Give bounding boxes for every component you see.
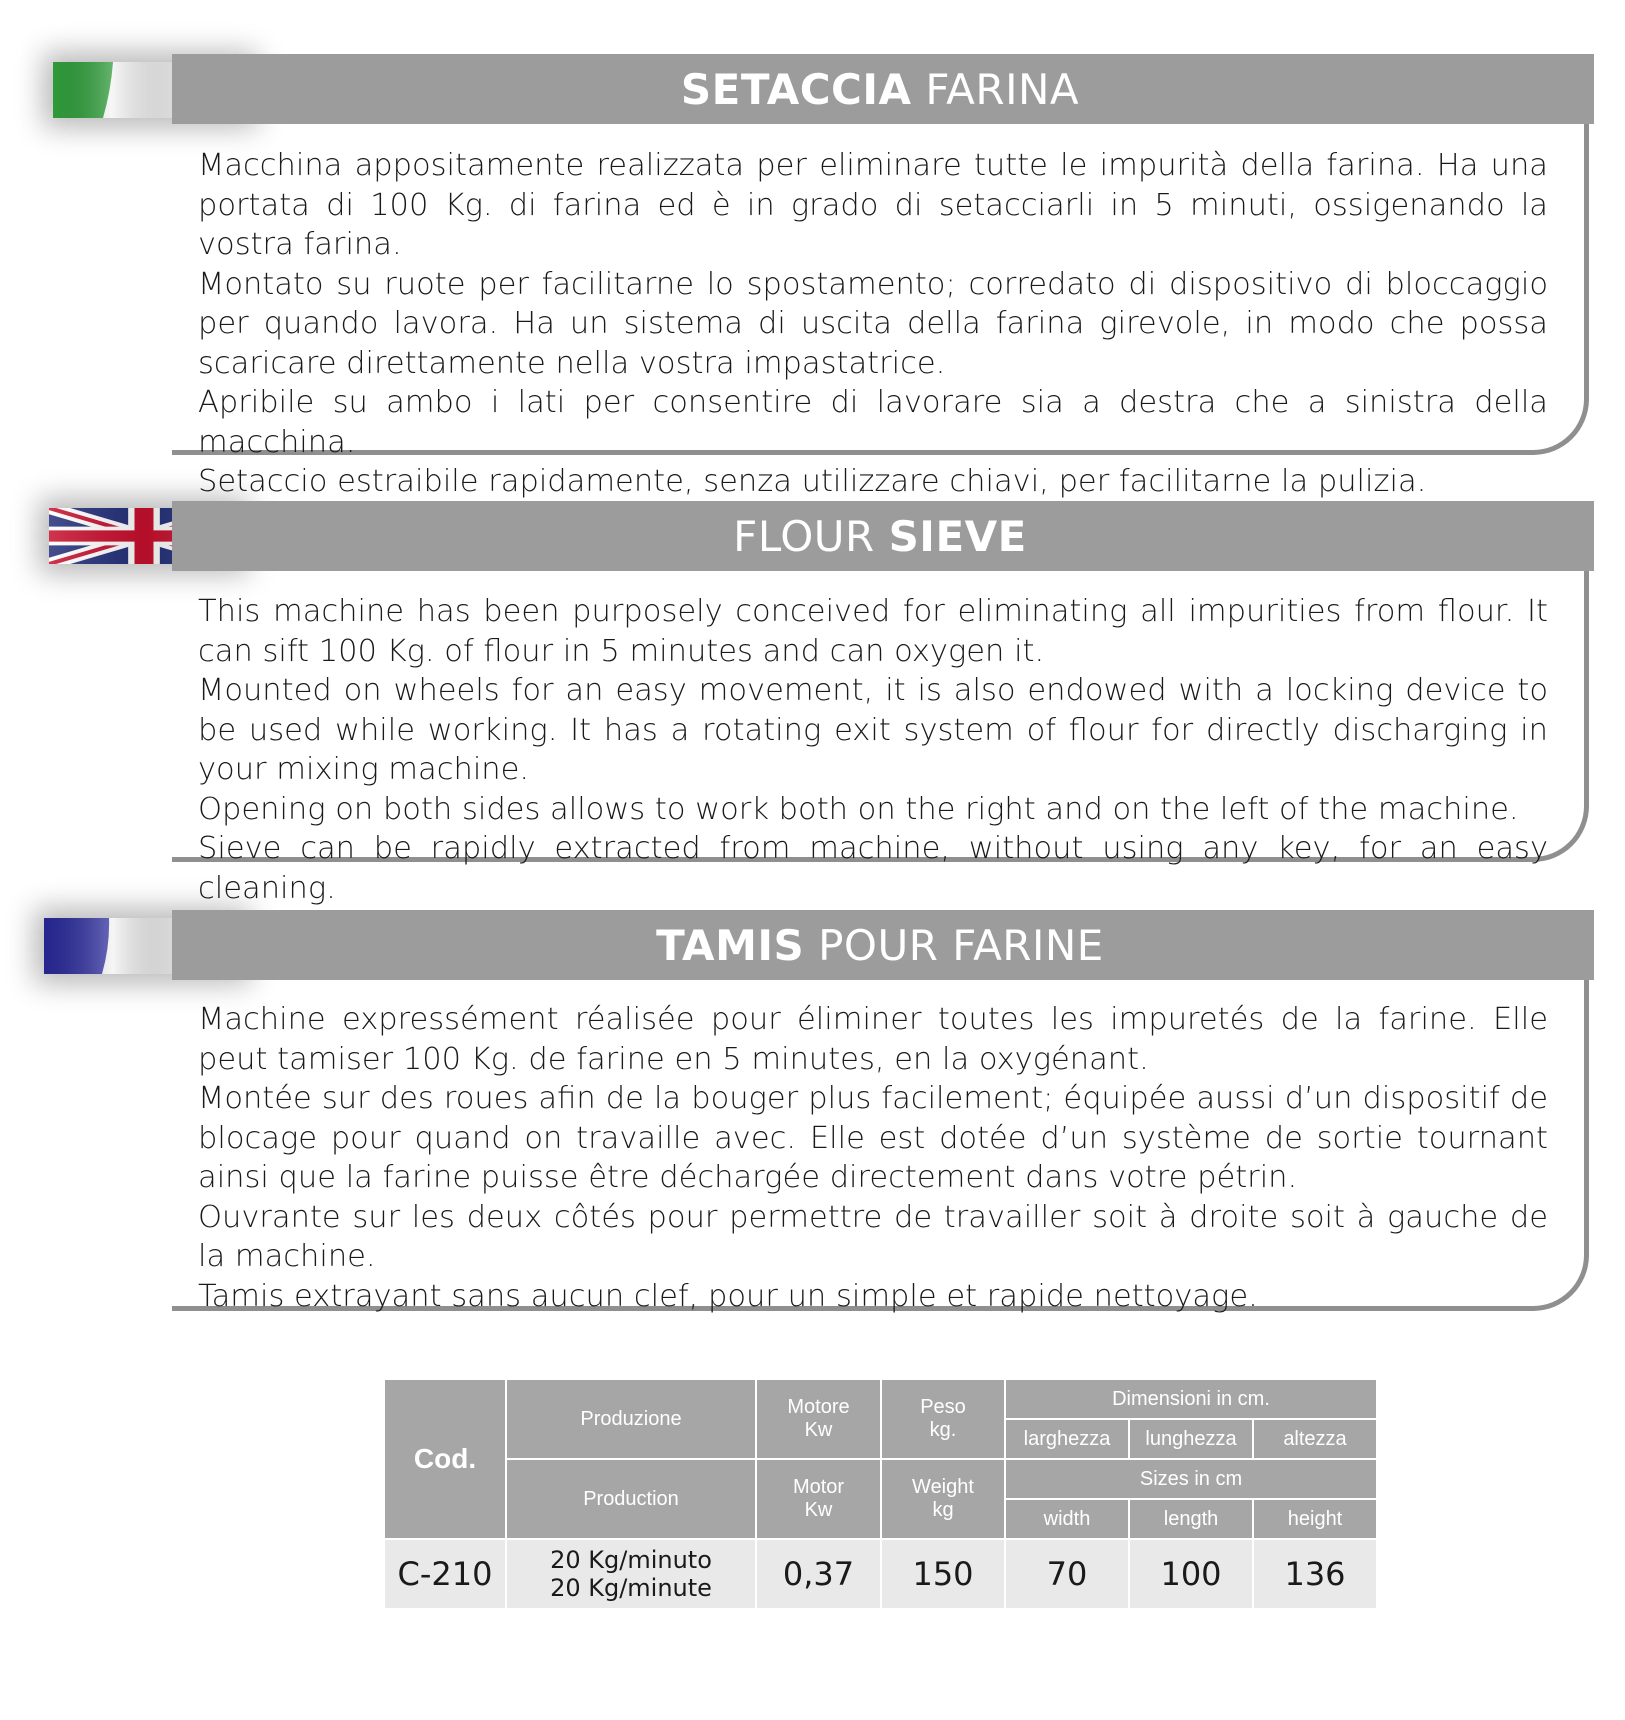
- paragraph: Setaccio estraibile rapidamente, senza utilizzare chiavi, per facilitarne la pulizia.: [198, 464, 1427, 499]
- header-weight-it: [881, 1379, 1005, 1459]
- header-width-it: larghezza: [1005, 1419, 1129, 1459]
- cell-length: 100: [1129, 1539, 1253, 1609]
- specifications-table: [383, 1378, 1378, 1610]
- header-dimensions-en: Sizes in cm: [1005, 1459, 1377, 1499]
- paragraph: Montato su ruote per facilitarne lo spostamento; corredato di dispositivo di bloccaggio per quando lavora. Ha un sistema di uscita della farina girevole, in modo che possa scaricare direttamente nella vostra impastatrice.: [198, 266, 1548, 381]
- header-production-it: Produzione: [506, 1379, 756, 1459]
- section-title-english: [733, 512, 1027, 561]
- paragraph: This machine has been purposely conceived for eliminating all impurities from flour. It can sift 100 Kg. of flour in 5 minutes and can oxygen it.: [198, 594, 1548, 669]
- paragraph: Opening on both sides allows to work both on the right and on the left of the machine.: [198, 791, 1519, 827]
- paragraph: Apribile su ambo i lati per consentire di lavorare sia a destra che a sinistra della macchina.: [198, 385, 1548, 460]
- title-light-part: POUR FARINE: [818, 920, 1104, 970]
- title-bold-part: TAMIS: [656, 920, 805, 970]
- header-production-en: Production: [506, 1459, 756, 1539]
- header-motor-en-line1: Motor: [792, 1476, 845, 1498]
- cell-production: [506, 1539, 756, 1609]
- header-motor-it-line2: Kw: [804, 1419, 833, 1441]
- header-height-it: altezza: [1253, 1419, 1377, 1459]
- title-bold-part: SIEVE: [888, 511, 1027, 561]
- cell-production-en: 20 Kg/minute: [550, 1574, 712, 1602]
- cell-code: C-210: [384, 1539, 506, 1609]
- paragraph: Montée sur des roues afin de la bouger plus facilement; équipée aussi d’un dispositif de blocage pour quand on travaille avec. Elle est dotée d’un système de sortie tournant ainsi que la farine puisse être déchargée directement dans votre pétrin.: [198, 1081, 1548, 1195]
- description-french: [198, 1000, 1548, 1316]
- header-weight-it-line1: Peso: [920, 1396, 966, 1418]
- paragraph: Ouvrante sur les deux côtés pour permettre de travailler soit à droite soit à gauche de la machine.: [198, 1199, 1548, 1274]
- paragraph: Tamis extrayant sans aucun clef, pour un simple et rapide nettoyage.: [198, 1278, 1258, 1314]
- description-english: [198, 592, 1548, 908]
- section-header-english: [172, 501, 1594, 571]
- title-light-part: FLOUR: [733, 511, 875, 561]
- cell-height: 136: [1253, 1539, 1377, 1609]
- cell-production-it: 20 Kg/minuto: [550, 1546, 712, 1574]
- title-bold-part: SETACCIA: [680, 64, 912, 114]
- table-row: [384, 1539, 1377, 1609]
- header-weight-en: [881, 1459, 1005, 1539]
- header-length-en: length: [1129, 1499, 1253, 1539]
- header-length-it: lunghezza: [1129, 1419, 1253, 1459]
- header-weight-en-line1: Weight: [912, 1476, 974, 1498]
- header-cod: Cod.: [384, 1379, 506, 1539]
- header-motor-it-line1: Motore: [787, 1396, 850, 1418]
- paragraph: Sieve can be rapidly extracted from machine, without using any key, for an easy cleaning.: [198, 831, 1548, 906]
- cell-weight: 150: [881, 1539, 1005, 1609]
- section-header-french: [172, 910, 1594, 980]
- section-title-italian: [681, 65, 1079, 114]
- header-height-en: height: [1253, 1499, 1377, 1539]
- cell-width: 70: [1005, 1539, 1129, 1609]
- paragraph: Machine expressément réalisée pour éliminer toutes les impuretés de la farine. Elle peut tamiser 100 Kg. de farine en 5 minutes, en la oxygénant.: [198, 1002, 1548, 1077]
- section-title-french: [656, 921, 1104, 970]
- section-header-italian: [172, 54, 1594, 124]
- header-weight-it-line2: kg.: [929, 1419, 957, 1441]
- header-width-en: width: [1005, 1499, 1129, 1539]
- cell-motor: 0,37: [756, 1539, 881, 1609]
- description-italian: [198, 146, 1548, 502]
- title-light-part: FARINA: [925, 64, 1080, 114]
- header-dimensions-it: Dimensioni in cm.: [1005, 1379, 1377, 1419]
- header-motor-it: [756, 1379, 881, 1459]
- paragraph: Macchina appositamente realizzata per eliminare tutte le impurità della farina. Ha una portata di 100 Kg. di farina ed è in grado di setacciarli in 5 minuti, ossigenando la vostra farina.: [198, 148, 1548, 262]
- paragraph: Mounted on wheels for an easy movement, it is also endowed with a locking device to be used while working. It has a rotating exit system of flour for directly discharging in your mixing machine.: [198, 673, 1548, 787]
- header-motor-en-line2: Kw: [804, 1499, 833, 1521]
- header-motor-en: [756, 1459, 881, 1539]
- header-weight-en-line2: kg: [932, 1499, 954, 1521]
